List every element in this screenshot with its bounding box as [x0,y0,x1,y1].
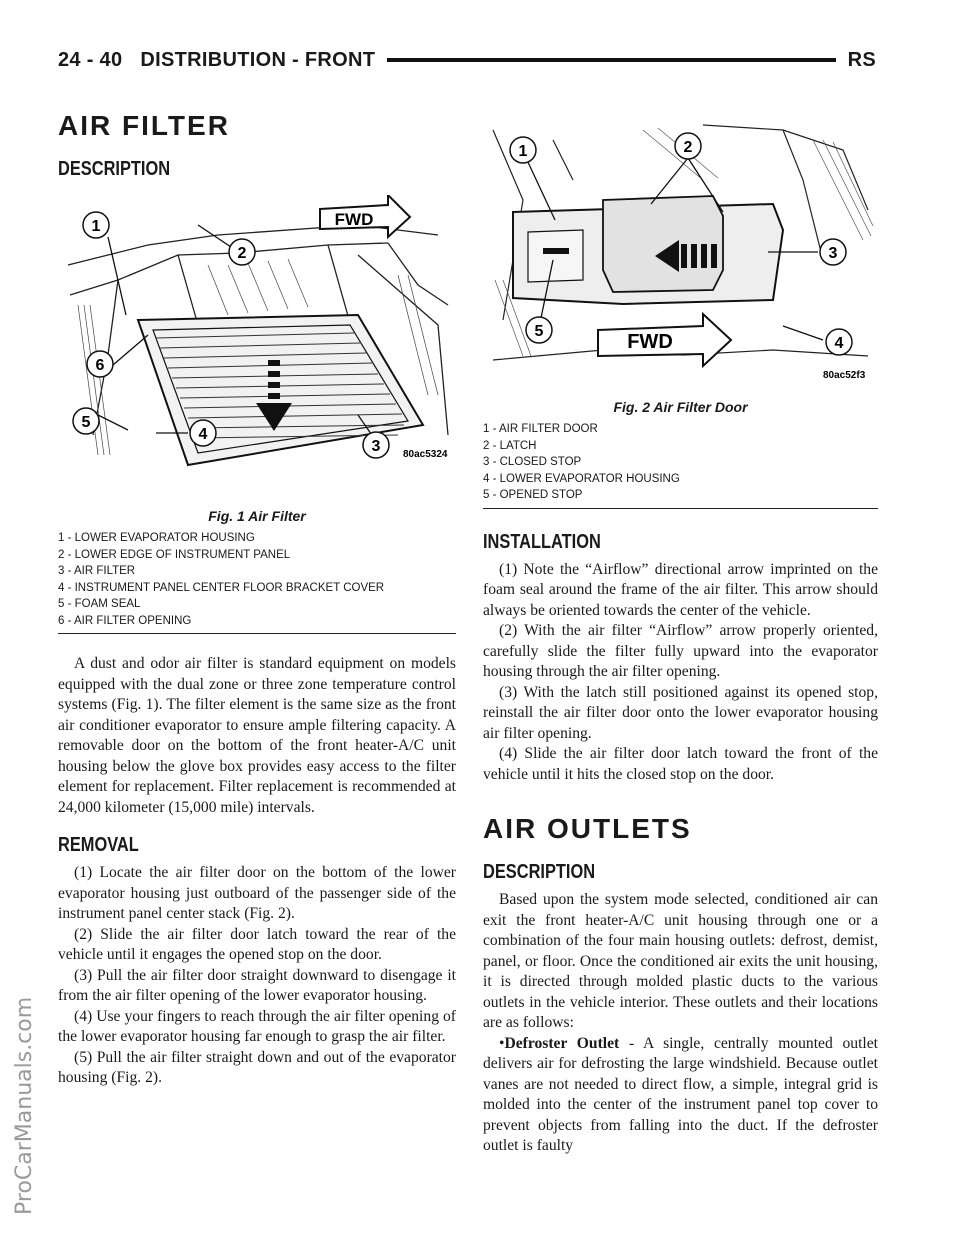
defroster-outlet-text: - A single, centrally mounted outlet delivers air for defrosting the large windshield. Because outlet vanes are not needed to direct flow, a simple, integral grid is molded into the center of the instrument panel top cover to prevent objects from falling into the duct. If the defroster outlet is faulty [483,1034,878,1154]
fig1-legend-item: 5 - FOAM SEAL [58,598,141,610]
fig2-legend-item: 2 - LATCH [483,439,537,452]
fig2-callout-1: 1 [518,143,528,160]
fig1-image-code: 80ac5324 [403,449,448,460]
fig2-caption: Fig. 2 Air Filter Door [613,399,748,415]
section-title: DISTRIBUTION - FRONT [140,48,376,71]
fig1-callout-2: 2 [237,245,247,262]
fig1-fwd-label: FWD [334,210,374,229]
defroster-outlet-term: Defroster Outlet [504,1034,620,1052]
bullet-symbol: • [499,1034,505,1052]
fig1-callout-6: 6 [95,357,105,374]
removal-step: (4) Use your fingers to reach through the air filter opening of the lower evaporator housing far enough to grasp the air filter. [58,1007,456,1045]
fig1-caption: Fig. 1 Air Filter [208,508,306,524]
fig2-legend-item: 3 - CLOSED STOP [483,456,582,468]
removal-heading: REMOVAL [58,834,139,856]
installation-step: (1) Note the “Airflow” directional arrow imprinted on the foam seal around the frame of the air filter. This arrow should always be oriented towards the center of the vehicle. [483,560,878,619]
fig1-legend-item: 2 - LOWER EDGE OF INSTRUMENT PANEL [58,548,291,561]
fig2-legend-item: 5 - OPENED STOP [483,489,583,501]
figure-2 [483,120,878,509]
air-filter-door-illustration [483,120,878,388]
air-filter-heading: AIR FILTER [58,110,230,141]
removal-steps [58,863,456,1089]
fig2-callout-4: 4 [834,335,844,352]
air-outlets-description-heading: DESCRIPTION [483,861,596,883]
fig2-callout-5: 5 [534,323,544,340]
left-column [58,100,456,1089]
fig1-callout-5: 5 [81,414,91,431]
removal-step: (3) Pull the air filter door straight downward to disengage it from the air filter opening of the lower evaporator housing. [58,966,456,1004]
page-number: 24 - 40 [58,48,123,71]
fig1-legend-item: 4 - INSTRUMENT PANEL CENTER FLOOR BRACKET COVER [58,581,385,594]
air-filter-description: A dust and odor air filter is standard equipment on models equipped with the dual zone or three zone temperature control systems (Fig. 1). The filter element is the same size as the front air conditioner evaporator to ensure ample filtering capacity. A removable door on the bottom of the front heater-A/C unit housing below the glove box provides easy access to the filter element for replacement. Filter replacement is recommended at 24,000 kilometer (15,000 mile) intervals. [58,655,456,816]
removal-step: (1) Locate the air filter door on the bottom of the lower evaporator housing just outboard of the passenger side of the instrument panel center stack (Fig. 2). [58,864,456,922]
removal-step: (5) Pull the air filter straight down and out of the evaporator housing (Fig. 2). [58,1048,456,1086]
fig1-legend-item: 3 - AIR FILTER [58,565,136,577]
fig1-callout-3: 3 [371,438,381,455]
removal-step: (2) Slide the air filter door latch toward the rear of the vehicle until it engages the opened stop on the door. [58,925,456,963]
fig2-callout-2: 2 [683,139,693,156]
air-outlets-heading: AIR OUTLETS [483,813,692,844]
air-outlets-description: Based upon the system mode selected, conditioned air can exit the front heater-A/C unit housing through one or a combination of the four main housing outlets: defrost, demist, panel, or floor. Once the conditioned air exits the unit housing, it is directed through molded plastic ducts to the various outlets in the vehicle interior. These outlets and their locations are as follows: [483,891,878,1031]
fig2-image-code: 80ac52f3 [823,370,866,381]
fig2-fwd-label: FWD [627,331,673,353]
air-filter-description-heading: DESCRIPTION [58,158,171,180]
fig2-legend [483,421,878,508]
air-filter-illustration [58,195,456,495]
fig1-callout-1: 1 [91,218,101,235]
installation-step: (4) Slide the air filter door latch toward the front of the vehicle until it hits the closed stop on the door. [483,745,878,783]
installation-heading: INSTALLATION [483,530,601,553]
right-column [483,100,878,1157]
defroster-outlet-item [483,1034,878,1157]
header-rule [387,58,835,62]
fig1-callout-4: 4 [198,426,208,443]
watermark: ProCarManuals.com [12,996,37,1215]
installation-steps [483,560,878,786]
page-header [58,48,876,72]
manual-code: RS [847,48,876,71]
figure-1 [58,195,456,634]
fig1-legend-item: 6 - AIR FILTER OPENING [58,614,192,627]
installation-step: (3) With the latch still positioned against its opened stop, reinstall the air filter door onto the lower evaporator housing air filter opening. [483,683,878,742]
fig1-legend-item: 1 - LOWER EVAPORATOR HOUSING [58,532,255,544]
fig2-legend-item: 1 - AIR FILTER DOOR [483,423,598,435]
fig2-callout-3: 3 [828,245,838,262]
fig2-legend-item: 4 - LOWER EVAPORATOR HOUSING [483,472,680,485]
installation-step: (2) With the air filter “Airflow” arrow properly oriented, carefully slide the filter fully upward into the evaporator housing through the air filter opening. [483,622,878,680]
fig1-legend [58,530,456,633]
